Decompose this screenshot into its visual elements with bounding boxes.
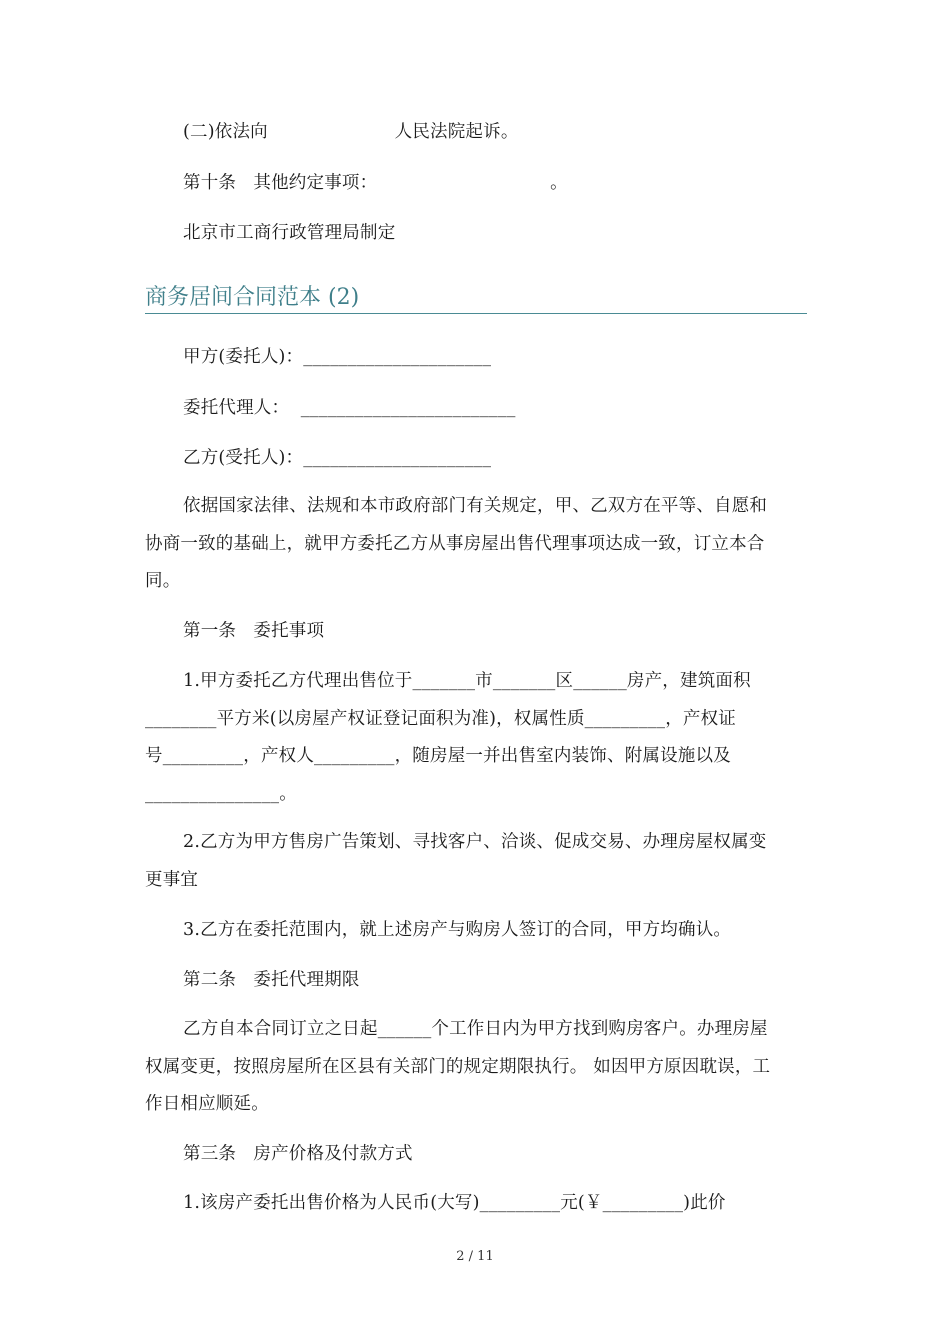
article-10-other-matters: 第十条 其他约定事项： 。 xyxy=(183,173,568,193)
section-title: 商务居间合同范本 (2) xyxy=(145,285,360,310)
article-1-title: 第一条 委托事项 xyxy=(183,621,325,641)
article-1-item-3: 3.乙方在委托范围内，就上述房产与购房人签订的合同，甲方均确认。 xyxy=(183,920,732,940)
preamble-line: 依据国家法律、法规和本市政府部门有关规定，甲、乙双方在平等、自愿和 xyxy=(183,496,768,516)
article-1-item-1-line: _______________。 xyxy=(145,784,297,804)
clause-court: (二)依法向 人民法院起诉。 xyxy=(183,122,519,142)
article-2-body-line: 作日相应顺延。 xyxy=(145,1094,269,1114)
page-number: 2 / 11 xyxy=(456,1249,494,1264)
article-1-item-2-line: 2.乙方为甲方售房广告策划、寻找客户、洽谈、促成交易、办理房屋权属变 xyxy=(183,832,767,852)
preamble-line: 同。 xyxy=(145,571,181,591)
article-2-body-line: 权属变更，按照房屋所在区县有关部门的规定期限执行。 如因甲方原因耽误，工 xyxy=(145,1057,771,1077)
article-1-item-1-line: 1.甲方委托乙方代理出售位于_______市_______区______房产，建筑面积 xyxy=(183,671,751,691)
article-3-item-1: 1.该房产委托出售价格为人民币(大写)_________元(￥_________)此价 xyxy=(183,1193,726,1213)
article-1-item-1-line: ________平方米(以房屋产权证登记面积为准)，权属性质_________，产权证 xyxy=(145,709,737,729)
section-title-underline xyxy=(145,313,807,314)
preamble-line: 协商一致的基础上，就甲方委托乙方从事房屋出售代理事项达成一致，订立本合 xyxy=(145,534,765,554)
article-2-body-line: 乙方自本合同订立之日起______个工作日内为甲方找到购房客户。办理房屋 xyxy=(183,1019,768,1039)
party-a-field: 甲方(委托人)：_____________________ xyxy=(183,347,492,367)
article-2-title: 第二条 委托代理期限 xyxy=(183,970,360,990)
article-1-item-2-line: 更事宜 xyxy=(145,870,199,890)
party-b-field: 乙方(受托人)：_____________________ xyxy=(183,448,492,468)
article-1-item-1-line: 号_________，产权人_________，随房屋一并出售室内装饰、附属设施以及 xyxy=(145,746,731,766)
article-3-title: 第三条 房产价格及付款方式 xyxy=(183,1144,413,1164)
agent-field: 委托代理人： ________________________ xyxy=(183,398,516,418)
issuer-note: 北京市工商行政管理局制定 xyxy=(183,223,396,243)
